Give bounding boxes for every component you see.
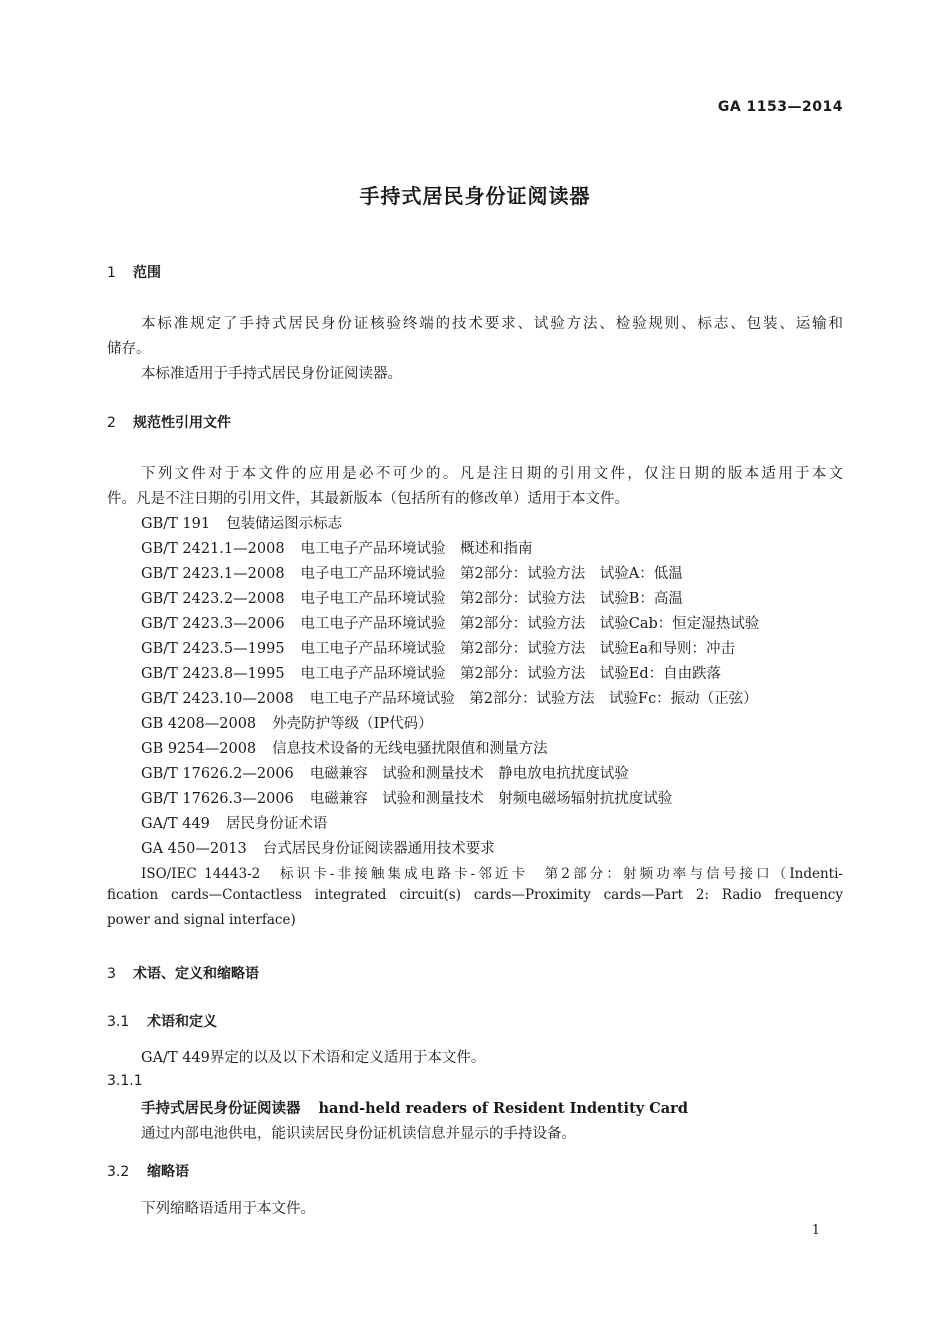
reference-title: 电工电子产品环境试验 概述和指南 (300, 541, 533, 557)
reference-item (141, 837, 495, 858)
paragraph-line: 件。凡是不注日期的引用文件，其最新版本（包括所有的修改单）适用于本文件。 (107, 491, 629, 507)
reference-title: 电工电子产品环境试验 第2部分：试验方法 试验Ea和导则：冲击 (300, 641, 735, 657)
reference-item (141, 637, 735, 658)
paragraph: 下列缩略语适用于本文件。 (141, 1201, 315, 1217)
reference-title: 电磁兼容 试验和测量技术 静电放电抗扰度试验 (309, 766, 629, 782)
reference-title: 台式居民身份证阅读器通用技术要求 (262, 841, 495, 857)
reference-title: 电工电子产品环境试验 第2部分：试验方法 试验Ed：自由跌落 (300, 666, 722, 682)
reference-code: GA 450—2013 (141, 841, 247, 857)
section-3-heading (107, 963, 259, 983)
paragraph: GA/T 449界定的以及以下术语和定义适用于本文件。 (141, 1050, 486, 1066)
reference-item (141, 512, 342, 533)
page-number: 1 (811, 1223, 820, 1238)
reference-item (141, 712, 433, 733)
term-chinese: 手持式居民身份证阅读器 (141, 1101, 301, 1117)
section-3-2-heading (107, 1161, 189, 1181)
reference-code: GB/T 17626.3—2006 (141, 791, 294, 807)
paragraph-line: 本标准规定了手持式居民身份证核验终端的技术要求、试验方法、检验规则、标志、包装、运输和 (141, 316, 843, 332)
reference-code: GB 4208—2008 (141, 716, 257, 732)
iso-reference-line: power and signal interface) (107, 912, 296, 928)
reference-code: GB 9254—2008 (141, 741, 257, 757)
reference-code: GB/T 2423.10—2008 (141, 691, 294, 707)
reference-title: 电工电子产品环境试验 第2部分：试验方法 试验Fc：振动（正弦） (309, 691, 758, 707)
reference-item (141, 662, 721, 683)
reference-code: GB/T 17626.2—2006 (141, 766, 294, 782)
section-1-heading (107, 262, 161, 282)
reference-title: 包装储运图示标志 (226, 516, 343, 532)
reference-code: GB/T 2423.2—2008 (141, 591, 285, 607)
reference-item (141, 687, 758, 708)
reference-code: GB/T 2421.1—2008 (141, 541, 285, 557)
reference-item (141, 737, 548, 758)
section-number: 3.2 (107, 1164, 130, 1180)
reference-code: GB/T 2423.5—1995 (141, 641, 285, 657)
section-title: 范围 (133, 265, 161, 281)
reference-item (141, 587, 683, 608)
section-title: 规范性引用文件 (133, 415, 231, 431)
section-2-heading (107, 412, 231, 432)
reference-code: GA/T 449 (141, 816, 210, 832)
term-english: hand-held readers of Resident Indentity Card (318, 1100, 688, 1117)
paragraph: 本标准适用于手持式居民身份证阅读器。 (141, 366, 402, 382)
reference-item (141, 812, 327, 833)
section-number: 3.1 (107, 1014, 130, 1030)
reference-code: GB/T 2423.1—2008 (141, 566, 285, 582)
reference-code: GB/T 191 (141, 516, 211, 532)
iso-reference-line: ISO/IEC 14443-2 标识卡-非接触集成电路卡-邻近卡 第2部分：射频功率与信号接口（Indenti- (141, 866, 843, 882)
reference-item (141, 762, 629, 783)
reference-title: 电子电工产品环境试验 第2部分：试验方法 试验A：低温 (300, 566, 683, 582)
section-3-1-heading (107, 1011, 217, 1031)
reference-code: GB/T 2423.8—1995 (141, 666, 285, 682)
term-number: 3.1.1 (107, 1073, 143, 1089)
reference-title: 外壳防护等级（IP代码） (272, 716, 433, 732)
standard-number: GA 1153—2014 (717, 99, 843, 115)
section-number: 3 (107, 966, 116, 982)
paragraph-line: 储存。 (107, 341, 151, 357)
term-definition: 通过内部电池供电，能识读居民身份证机读信息并显示的手持设备。 (141, 1126, 576, 1142)
reference-title: 信息技术设备的无线电骚扰限值和测量方法 (272, 741, 548, 757)
reference-item (141, 537, 533, 558)
reference-item (141, 612, 759, 633)
reference-title: 电磁兼容 试验和测量技术 射频电磁场辐射抗扰度试验 (309, 791, 673, 807)
section-number: 1 (107, 265, 116, 281)
reference-item (141, 562, 683, 583)
section-number: 2 (107, 415, 116, 431)
reference-item (141, 787, 672, 808)
document-title: 手持式居民身份证阅读器 (359, 184, 591, 208)
iso-reference-line: fication cards—Contactless integrated circuit(s) cards—Proximity cards—Part 2: Radio frequency (107, 887, 843, 903)
reference-title: 电子电工产品环境试验 第2部分：试验方法 试验B：高温 (300, 591, 683, 607)
reference-title: 居民身份证术语 (225, 816, 328, 832)
term-entry (141, 1097, 688, 1118)
section-title: 术语和定义 (147, 1014, 217, 1030)
section-title: 缩略语 (147, 1164, 189, 1180)
reference-code: GB/T 2423.3—2006 (141, 616, 285, 632)
section-title: 术语、定义和缩略语 (133, 966, 259, 982)
paragraph-line: 下列文件对于本文件的应用是必不可少的。凡是注日期的引用文件，仅注日期的版本适用于本文 (141, 466, 843, 482)
reference-title: 电工电子产品环境试验 第2部分：试验方法 试验Cab：恒定湿热试验 (300, 616, 760, 632)
